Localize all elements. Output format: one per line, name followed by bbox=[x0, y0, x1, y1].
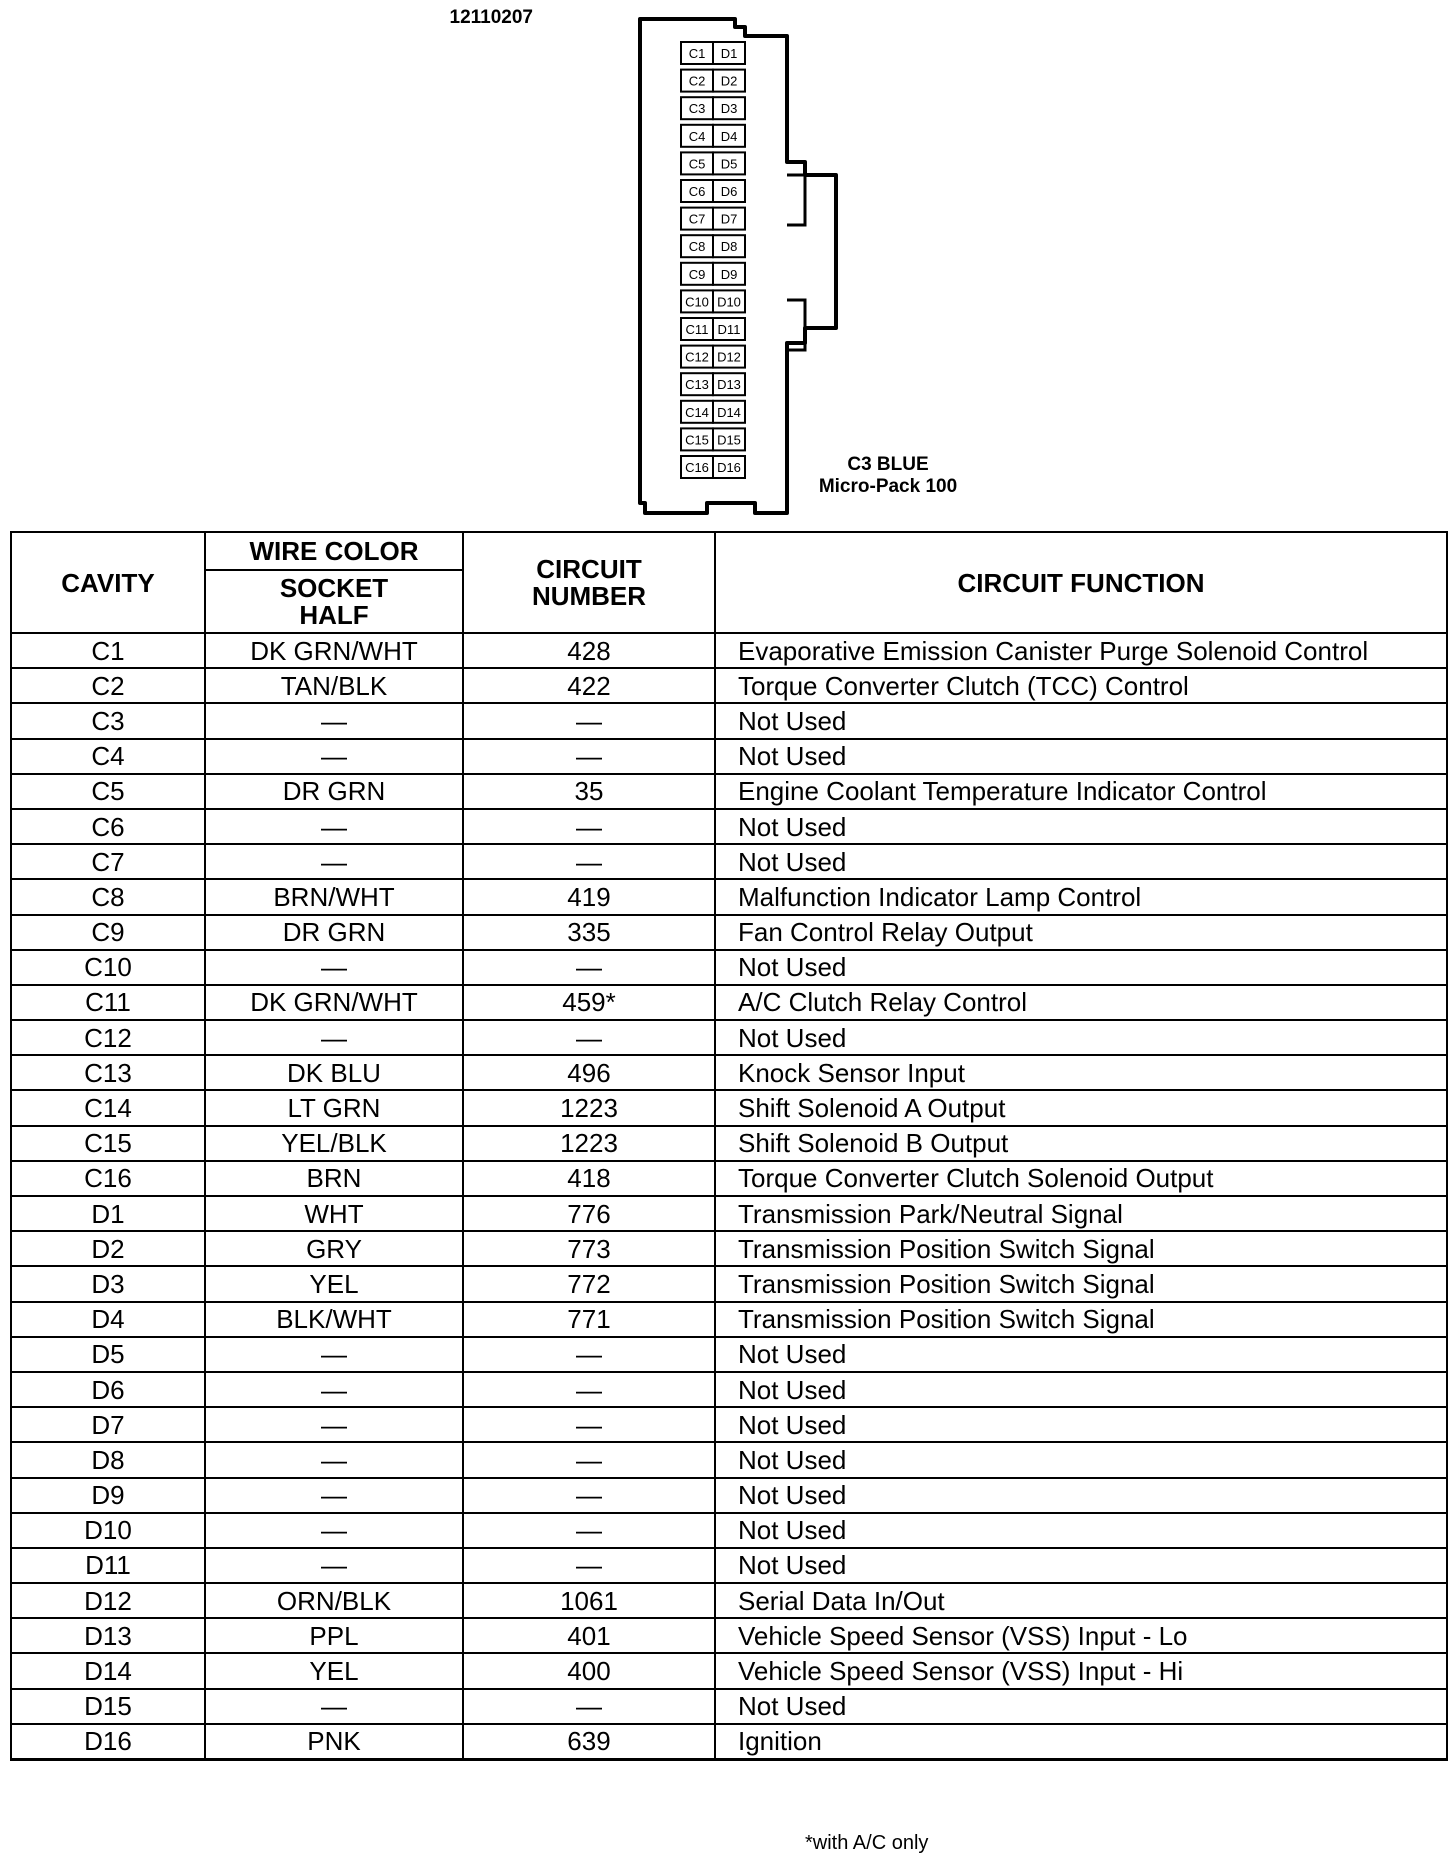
table-row bbox=[11, 1231, 1447, 1266]
cavity-cell: D5 bbox=[11, 1337, 205, 1372]
wire-color-cell: — bbox=[205, 809, 463, 844]
wire-color-cell: — bbox=[205, 950, 463, 985]
pin-label: C1 bbox=[688, 46, 706, 61]
pin-assignment-table bbox=[10, 531, 1448, 1761]
pin-label: D1 bbox=[720, 46, 738, 61]
wire-color-cell: PNK bbox=[205, 1724, 463, 1760]
cavity-cell: D14 bbox=[11, 1653, 205, 1688]
cavity-cell: C15 bbox=[11, 1126, 205, 1161]
pin-label: C4 bbox=[688, 128, 706, 144]
pin-label: D7 bbox=[720, 211, 738, 227]
table-row bbox=[11, 1583, 1447, 1618]
table-row bbox=[11, 1513, 1447, 1548]
circuit-number-cell: — bbox=[463, 1407, 715, 1442]
circuit-function-cell: Ignition bbox=[715, 1724, 1447, 1760]
pin-label: D5 bbox=[720, 156, 738, 172]
table-row bbox=[11, 1442, 1447, 1477]
cavity-cell: D1 bbox=[11, 1196, 205, 1231]
cavity-cell: D9 bbox=[11, 1478, 205, 1513]
cavity-cell: D3 bbox=[11, 1266, 205, 1301]
table-row bbox=[11, 1126, 1447, 1161]
pin-label: D8 bbox=[720, 239, 738, 255]
circuit-number-cell: 428 bbox=[463, 633, 715, 668]
circuit-number-cell: — bbox=[463, 1548, 715, 1583]
circuit-number-cell: 35 bbox=[463, 774, 715, 809]
wire-color-cell: — bbox=[205, 1513, 463, 1548]
wire-color-cell: — bbox=[205, 739, 463, 774]
wire-color-cell: BRN/WHT bbox=[205, 879, 463, 914]
circuit-function-cell: Fan Control Relay Output bbox=[715, 915, 1447, 950]
circuit-function-cell: Not Used bbox=[715, 1407, 1447, 1442]
circuit-function-cell: Not Used bbox=[715, 950, 1447, 985]
table-row bbox=[11, 1724, 1447, 1760]
table-row bbox=[11, 1161, 1447, 1196]
circuit-number-cell: 419 bbox=[463, 879, 715, 914]
circuit-function-cell: Shift Solenoid A Output bbox=[715, 1090, 1447, 1125]
pin-label: D11 bbox=[717, 322, 741, 337]
pin-label: C16 bbox=[685, 460, 709, 475]
wire-color-cell: — bbox=[205, 1478, 463, 1513]
cavity-cell: C12 bbox=[11, 1020, 205, 1055]
pin-label: D16 bbox=[717, 460, 741, 475]
circuit-number-cell: 335 bbox=[463, 915, 715, 950]
circuit-function-cell: Knock Sensor Input bbox=[715, 1055, 1447, 1090]
circuit-number-cell: — bbox=[463, 703, 715, 738]
cavity-cell: C7 bbox=[11, 844, 205, 879]
cavity-cell: C13 bbox=[11, 1055, 205, 1090]
circuit-number-cell: — bbox=[463, 1020, 715, 1055]
circuit-function-cell: Not Used bbox=[715, 809, 1447, 844]
table-row bbox=[11, 985, 1447, 1020]
wire-color-cell: ORN/BLK bbox=[205, 1583, 463, 1618]
wire-color-cell: GRY bbox=[205, 1231, 463, 1266]
wire-color-cell: DK BLU bbox=[205, 1055, 463, 1090]
circuit-function-cell: Torque Converter Clutch (TCC) Control bbox=[715, 668, 1447, 703]
circuit-function-cell: A/C Clutch Relay Control bbox=[715, 985, 1447, 1020]
circuit-function-cell: Vehicle Speed Sensor (VSS) Input - Lo bbox=[715, 1618, 1447, 1653]
circuit-number-cell: 1061 bbox=[463, 1583, 715, 1618]
wire-color-cell: DK GRN/WHT bbox=[205, 633, 463, 668]
pin-label: C7 bbox=[688, 211, 706, 227]
pin-table-body bbox=[11, 633, 1447, 1760]
latch-upper bbox=[787, 175, 805, 225]
table-row bbox=[11, 1337, 1447, 1372]
circuit-function-cell: Transmission Position Switch Signal bbox=[715, 1266, 1447, 1301]
circuit-function-cell: Not Used bbox=[715, 1372, 1447, 1407]
wire-color-cell: — bbox=[205, 1337, 463, 1372]
table-row bbox=[11, 950, 1447, 985]
cavity-cell: C1 bbox=[11, 633, 205, 668]
wire-color-cell: — bbox=[205, 1689, 463, 1724]
circuit-number-cell: — bbox=[463, 844, 715, 879]
pin-label: C2 bbox=[688, 73, 706, 89]
pin-label: C3 bbox=[688, 101, 706, 117]
table-row bbox=[11, 633, 1447, 668]
circuit-number-cell: 400 bbox=[463, 1653, 715, 1688]
circuit-function-cell: Not Used bbox=[715, 1478, 1447, 1513]
pin-label: D13 bbox=[717, 377, 741, 393]
circuit-number-cell: 639 bbox=[463, 1724, 715, 1760]
circuit-function-cell: Evaporative Emission Canister Purge Solenoid Control bbox=[715, 633, 1447, 668]
cavity-cell: C5 bbox=[11, 774, 205, 809]
pin-label: D2 bbox=[720, 73, 738, 89]
wire-color-cell: YEL bbox=[205, 1266, 463, 1301]
circuit-number-cell: 776 bbox=[463, 1196, 715, 1231]
connector-label-type: Micro-Pack 100 bbox=[818, 476, 958, 497]
cavity-cell: D10 bbox=[11, 1513, 205, 1548]
wire-color-cell: DR GRN bbox=[205, 774, 463, 809]
table-row bbox=[11, 1548, 1447, 1583]
wire-color-cell: — bbox=[205, 1407, 463, 1442]
header-socket-half: SOCKET HALF bbox=[205, 570, 463, 633]
wire-color-cell: — bbox=[205, 1548, 463, 1583]
pin-grid bbox=[681, 42, 745, 478]
wire-color-cell: DR GRN bbox=[205, 915, 463, 950]
table-row bbox=[11, 1020, 1447, 1055]
table-row bbox=[11, 1407, 1447, 1442]
table-row bbox=[11, 844, 1447, 879]
circuit-number-cell: 459* bbox=[463, 985, 715, 1020]
table-row bbox=[11, 915, 1447, 950]
circuit-number-cell: 418 bbox=[463, 1161, 715, 1196]
cavity-cell: D6 bbox=[11, 1372, 205, 1407]
circuit-number-cell: 496 bbox=[463, 1055, 715, 1090]
circuit-number-cell: 1223 bbox=[463, 1090, 715, 1125]
circuit-function-cell: Not Used bbox=[715, 739, 1447, 774]
circuit-function-cell: Vehicle Speed Sensor (VSS) Input - Hi bbox=[715, 1653, 1447, 1688]
table-row bbox=[11, 1618, 1447, 1653]
table-row bbox=[11, 1478, 1447, 1513]
circuit-number-cell: — bbox=[463, 1337, 715, 1372]
table-row bbox=[11, 739, 1447, 774]
circuit-function-cell: Not Used bbox=[715, 1337, 1447, 1372]
circuit-function-cell: Not Used bbox=[715, 1020, 1447, 1055]
cavity-cell: C6 bbox=[11, 809, 205, 844]
table-row bbox=[11, 1302, 1447, 1337]
circuit-function-cell: Transmission Position Switch Signal bbox=[715, 1302, 1447, 1337]
cavity-cell: C14 bbox=[11, 1090, 205, 1125]
cavity-cell: C11 bbox=[11, 985, 205, 1020]
table-row bbox=[11, 1372, 1447, 1407]
wire-color-cell: — bbox=[205, 1020, 463, 1055]
connector-diagram bbox=[0, 0, 1456, 530]
cavity-cell: C4 bbox=[11, 739, 205, 774]
circuit-number-cell: — bbox=[463, 1689, 715, 1724]
cavity-cell: C2 bbox=[11, 668, 205, 703]
pin-label: C6 bbox=[688, 184, 706, 199]
wire-color-cell: — bbox=[205, 844, 463, 879]
pin-label: D15 bbox=[717, 432, 741, 448]
pin-label: C15 bbox=[685, 432, 709, 448]
circuit-number-cell: — bbox=[463, 1513, 715, 1548]
table-row bbox=[11, 1266, 1447, 1301]
table-row bbox=[11, 1653, 1447, 1688]
cavity-cell: D13 bbox=[11, 1618, 205, 1653]
pin-label: C10 bbox=[685, 294, 709, 310]
table-row bbox=[11, 774, 1447, 809]
wire-color-cell: — bbox=[205, 703, 463, 738]
circuit-number-cell: 771 bbox=[463, 1302, 715, 1337]
circuit-number-cell: 772 bbox=[463, 1266, 715, 1301]
table-row bbox=[11, 1090, 1447, 1125]
cavity-cell: C10 bbox=[11, 950, 205, 985]
pin-label: D3 bbox=[720, 101, 738, 117]
circuit-number-cell: — bbox=[463, 809, 715, 844]
pin-label: C11 bbox=[685, 322, 709, 337]
circuit-function-cell: Not Used bbox=[715, 703, 1447, 738]
circuit-function-cell: Not Used bbox=[715, 844, 1447, 879]
wire-color-cell: TAN/BLK bbox=[205, 668, 463, 703]
wire-color-cell: BRN bbox=[205, 1161, 463, 1196]
circuit-function-cell: Malfunction Indicator Lamp Control bbox=[715, 879, 1447, 914]
wire-color-cell: BLK/WHT bbox=[205, 1302, 463, 1337]
pin-label: C5 bbox=[688, 156, 706, 172]
cavity-cell: C16 bbox=[11, 1161, 205, 1196]
cavity-cell: D15 bbox=[11, 1689, 205, 1724]
circuit-function-cell: Not Used bbox=[715, 1689, 1447, 1724]
header-cavity: CAVITY bbox=[11, 532, 205, 633]
circuit-number-cell: 1223 bbox=[463, 1126, 715, 1161]
circuit-function-cell: Not Used bbox=[715, 1548, 1447, 1583]
pin-label: C8 bbox=[688, 239, 706, 255]
circuit-number-cell: — bbox=[463, 950, 715, 985]
table-row bbox=[11, 1689, 1447, 1724]
wire-color-cell: LT GRN bbox=[205, 1090, 463, 1125]
circuit-function-cell: Torque Converter Clutch Solenoid Output bbox=[715, 1161, 1447, 1196]
wire-color-cell: YEL bbox=[205, 1653, 463, 1688]
header-circuit-number: CIRCUIT NUMBER bbox=[463, 532, 715, 633]
circuit-function-cell: Engine Coolant Temperature Indicator Control bbox=[715, 774, 1447, 809]
circuit-number-cell: — bbox=[463, 1478, 715, 1513]
table-row bbox=[11, 809, 1447, 844]
cavity-cell: D8 bbox=[11, 1442, 205, 1477]
cavity-cell: D7 bbox=[11, 1407, 205, 1442]
cavity-cell: C8 bbox=[11, 879, 205, 914]
cavity-cell: C3 bbox=[11, 703, 205, 738]
pin-label: D4 bbox=[720, 128, 738, 144]
header-circuit-function: CIRCUIT FUNCTION bbox=[715, 532, 1447, 633]
pin-label: D9 bbox=[720, 266, 738, 282]
wire-color-cell: — bbox=[205, 1372, 463, 1407]
pin-label: D14 bbox=[717, 404, 741, 420]
wire-color-cell: PPL bbox=[205, 1618, 463, 1653]
circuit-function-cell: Serial Data In/Out bbox=[715, 1583, 1447, 1618]
pin-label: D12 bbox=[717, 349, 741, 365]
footnote: *with A/C only bbox=[805, 1832, 929, 1854]
cavity-cell: D4 bbox=[11, 1302, 205, 1337]
pin-label: D6 bbox=[720, 184, 738, 199]
pin-label: C12 bbox=[685, 349, 709, 365]
pin-label: C9 bbox=[688, 266, 706, 282]
wire-color-cell: DK GRN/WHT bbox=[205, 985, 463, 1020]
circuit-function-cell: Not Used bbox=[715, 1513, 1447, 1548]
circuit-number-cell: — bbox=[463, 739, 715, 774]
wire-color-cell: — bbox=[205, 1442, 463, 1477]
connector-label-color: C3 BLUE bbox=[847, 454, 929, 475]
pin-label: C14 bbox=[685, 404, 709, 420]
circuit-number-cell: 401 bbox=[463, 1618, 715, 1653]
circuit-number-cell: — bbox=[463, 1442, 715, 1477]
circuit-function-cell: Transmission Park/Neutral Signal bbox=[715, 1196, 1447, 1231]
table-row bbox=[11, 703, 1447, 738]
cavity-cell: D16 bbox=[11, 1724, 205, 1760]
table-row bbox=[11, 879, 1447, 914]
circuit-number-cell: 422 bbox=[463, 668, 715, 703]
circuit-number-cell: — bbox=[463, 1372, 715, 1407]
part-number: 12110207 bbox=[449, 7, 533, 28]
table-row bbox=[11, 1055, 1447, 1090]
table-row bbox=[11, 1196, 1447, 1231]
wire-color-cell: WHT bbox=[205, 1196, 463, 1231]
cavity-cell: D2 bbox=[11, 1231, 205, 1266]
wire-color-cell: YEL/BLK bbox=[205, 1126, 463, 1161]
header-wire-color: WIRE COLOR bbox=[205, 532, 463, 570]
pin-label: C13 bbox=[685, 377, 709, 393]
circuit-function-cell: Shift Solenoid B Output bbox=[715, 1126, 1447, 1161]
table-row bbox=[11, 668, 1447, 703]
pin-label: D10 bbox=[717, 294, 741, 310]
cavity-cell: D11 bbox=[11, 1548, 205, 1583]
cavity-cell: D12 bbox=[11, 1583, 205, 1618]
circuit-function-cell: Not Used bbox=[715, 1442, 1447, 1477]
circuit-number-cell: 773 bbox=[463, 1231, 715, 1266]
circuit-function-cell: Transmission Position Switch Signal bbox=[715, 1231, 1447, 1266]
cavity-cell: C9 bbox=[11, 915, 205, 950]
